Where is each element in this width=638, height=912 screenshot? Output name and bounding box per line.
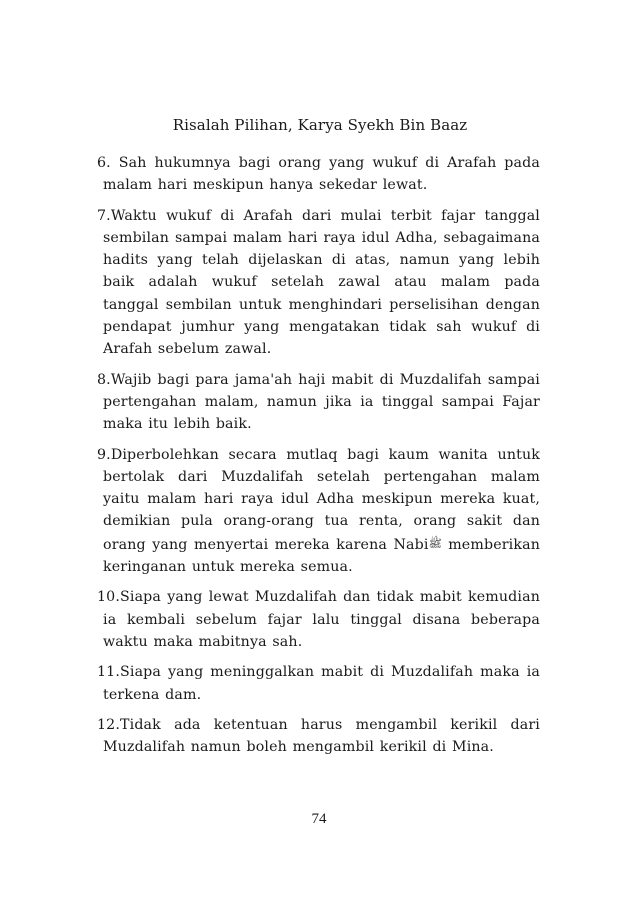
running-header: Risalah Pilihan, Karya Syekh Bin Baaz bbox=[172, 116, 468, 134]
item-text: Siapa yang lewat Muzdalifah dan tidak mabit kemudian ia kembali sebelum fajar lalu tinggal disana beberapa waktu maka mabitnya sah. bbox=[103, 589, 540, 650]
list-item-12 bbox=[97, 714, 540, 759]
item-number: 9. bbox=[97, 446, 111, 463]
page-number: 74 bbox=[311, 811, 327, 827]
list-item-6 bbox=[97, 152, 540, 197]
ruling-list bbox=[97, 152, 540, 766]
item-text: Wajib bagi para jama'ah haji mabit di Muzdalifah sampai pertengahan malam, namun jika ia tinggal sampai Fajar maka itu lebih baik. bbox=[103, 371, 540, 433]
list-item-9 bbox=[97, 444, 540, 579]
item-number: 7. bbox=[97, 207, 111, 224]
item-number: 12. bbox=[97, 716, 121, 733]
item-text: Diperbolehkan secara mutlaq bagi kaum wanita untuk bertolak dari Muzdalifah setelah pertengahan malam yaitu malam hari raya idul Adha meskipun mereka kuat, demikian pula orang-orang tua renta, orang sakit dan orang yang menyertai mereka karena Nabi bbox=[103, 446, 540, 553]
list-item-7 bbox=[97, 205, 540, 361]
list-item-11 bbox=[97, 661, 540, 706]
item-text: Sah hukumnya bagi orang yang wukuf di Arafah pada malam hari meskipun hanya sekedar lewat. bbox=[103, 155, 540, 194]
item-text: Siapa yang meninggalkan mabit di Muzdalifah maka ia terkena dam. bbox=[103, 664, 540, 703]
item-text: Tidak ada ketentuan harus mengambil kerikil dari Muzdalifah namun boleh mengambil kerikil di Mina. bbox=[103, 716, 540, 756]
item-text: Waktu wukuf di Arafah dari mulai terbit fajar tanggal sembilan sampai malam hari raya idul Adha, sebagaimana hadits yang telah dijelaskan di atas, namun yang lebih baik adalah wukuf setelah zawal atau malam pada tanggal sembilan untuk menghindari perselisihan dengan pendapat jumhur yang mengatakan tidak sah wukuf di Arafah sebelum zawal. bbox=[103, 207, 540, 358]
list-item-8 bbox=[97, 369, 540, 436]
item-number: 11. bbox=[97, 664, 121, 681]
list-item-10 bbox=[97, 586, 540, 653]
item-number: 8. bbox=[97, 371, 111, 388]
item-text-continued: memberikan keringanan untuk mereka semua. bbox=[103, 536, 540, 576]
item-number: 6. bbox=[97, 155, 119, 171]
honorific-icon: ﷺ bbox=[428, 536, 442, 550]
item-number: 10. bbox=[97, 589, 121, 606]
